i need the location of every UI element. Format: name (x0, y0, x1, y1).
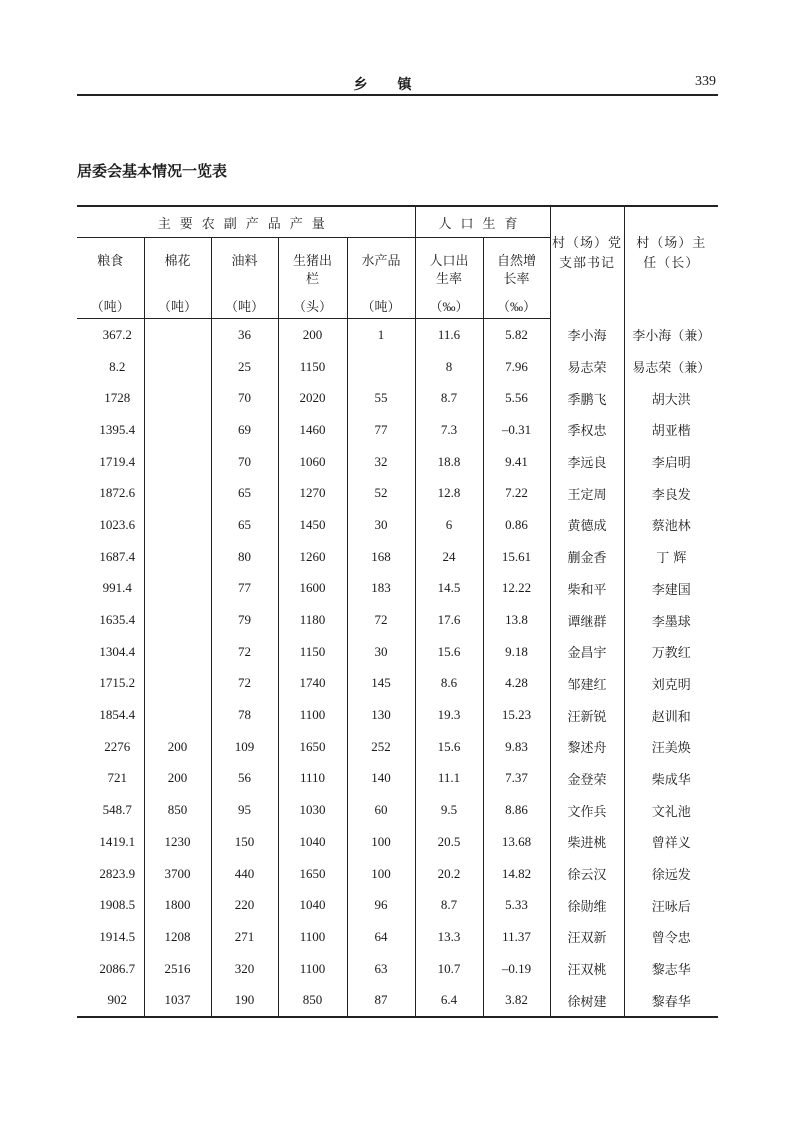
table-row (77, 889, 718, 921)
table-cell: 汪新锐 (550, 699, 624, 731)
table-cell: 黄德成 (550, 509, 624, 541)
table-cell: 19.3 (415, 699, 483, 731)
table-cell (144, 573, 211, 605)
table-cell: 1023.6 (99, 516, 136, 532)
table-cell (144, 541, 211, 573)
table-cell (144, 446, 211, 478)
table-cell: 曾令忠 (624, 921, 718, 953)
column-header-unit: （‰） (429, 299, 469, 314)
table-cell: 9.5 (415, 794, 483, 826)
table-cell: 10.7 (415, 953, 483, 985)
table-cell: 63 (347, 953, 415, 985)
column-header-name: 自然增长率 (497, 253, 537, 286)
table-row (77, 541, 718, 573)
table-cell: 8.7 (415, 889, 483, 921)
table-cell: 3700 (144, 858, 211, 890)
table-cell: 65 (211, 509, 278, 541)
table-cell: 1 (347, 319, 415, 351)
table-cell: 1208 (144, 921, 211, 953)
column-header-unit: （吨） (361, 299, 401, 314)
table-cell: 1110 (278, 763, 347, 795)
table-cell: 王定周 (550, 477, 624, 509)
table-cell: 14.5 (415, 573, 483, 605)
table-cell: 20.5 (415, 826, 483, 858)
table-cell: 200 (278, 319, 347, 351)
table-row (77, 858, 718, 890)
table-cell: 1914.5 (99, 928, 136, 944)
table-cell: 367.2 (102, 326, 132, 342)
header-secretary-label: 村（场）党支部书记 (552, 235, 623, 270)
table-cell: 柴进桃 (550, 826, 624, 858)
table-cell: 52 (347, 477, 415, 509)
table-cell: 李小海（兼） (624, 319, 718, 351)
table-cell: 15.61 (483, 541, 550, 573)
table-cell: 100 (347, 858, 415, 890)
table-cell: 蒯金香 (550, 541, 624, 573)
table-cell: 95 (211, 794, 278, 826)
table-cell: 黎述舟 (550, 731, 624, 763)
table-cell: 1687.4 (99, 548, 136, 564)
table-cell: 60 (347, 794, 415, 826)
table-cell: 1728 (104, 390, 131, 406)
column-header-name: 棉花 (164, 253, 191, 268)
table-cell: 30 (347, 509, 415, 541)
table-cell: 1719.4 (99, 453, 136, 469)
table-cell: 548.7 (102, 802, 132, 818)
table-cell: 1270 (278, 477, 347, 509)
table-cell (347, 351, 415, 383)
column-header-name: 人口出生率 (429, 253, 469, 286)
table-cell: 1260 (278, 541, 347, 573)
column-header (77, 238, 144, 319)
table-cell: 168 (347, 541, 415, 573)
table-cell: 3.82 (483, 984, 550, 1017)
table-cell: 7.37 (483, 763, 550, 795)
table-cell: 李良发 (624, 477, 718, 509)
table-cell: 柴成华 (624, 763, 718, 795)
table-title: 居委会基本情况一览表 (77, 162, 228, 180)
table-cell: 190 (211, 984, 278, 1017)
column-header (211, 238, 278, 319)
table-cell: 15.23 (483, 699, 550, 731)
table-cell: 1450 (278, 509, 347, 541)
column-header-name: 粮食 (97, 253, 124, 268)
table-cell: 1030 (278, 794, 347, 826)
table-cell: 1650 (278, 858, 347, 890)
table-cell: 1740 (278, 668, 347, 700)
table-cell: 70 (211, 382, 278, 414)
table-row (77, 731, 718, 763)
table-cell: 183 (347, 573, 415, 605)
table-cell: 4.28 (483, 668, 550, 700)
table-row (77, 319, 718, 351)
table-cell: 220 (211, 889, 278, 921)
table-cell: 87 (347, 984, 415, 1017)
table-cell: 11.37 (483, 921, 550, 953)
table-cell: 30 (347, 636, 415, 668)
table-cell: 8 (415, 351, 483, 383)
header-secretary (550, 206, 624, 319)
table-cell: 丁 辉 (624, 541, 718, 573)
table-cell: 64 (347, 921, 415, 953)
table-cell: 汪咏后 (624, 889, 718, 921)
table-row (77, 509, 718, 541)
column-header-name: 水产品 (361, 253, 401, 268)
table-cell: 9.41 (483, 446, 550, 478)
table-cell: 1180 (278, 604, 347, 636)
group-header-agri: 主要农副产品产量 (77, 206, 415, 238)
table-cell: 1060 (278, 446, 347, 478)
table-cell: 文作兵 (550, 794, 624, 826)
table-cell: 金登荣 (550, 763, 624, 795)
table-row (77, 446, 718, 478)
table-cell: 13.68 (483, 826, 550, 858)
table-cell: 32 (347, 446, 415, 478)
table-cell: 2823.9 (99, 865, 136, 881)
table-cell: 1040 (278, 889, 347, 921)
table-row (77, 477, 718, 509)
table-cell: 柴和平 (550, 573, 624, 605)
table-cell: 谭继群 (550, 604, 624, 636)
table-row (77, 382, 718, 414)
table-cell: 1100 (278, 921, 347, 953)
table-cell: 72 (211, 636, 278, 668)
table-cell: 850 (144, 794, 211, 826)
table-cell: 1419.1 (99, 833, 136, 849)
table-cell: 721 (107, 770, 127, 786)
table-cell: 1908.5 (99, 897, 136, 913)
table-cell: 1854.4 (99, 707, 136, 723)
table-cell: 200 (144, 763, 211, 795)
header-rule (77, 94, 718, 96)
table-row (77, 953, 718, 985)
table-cell: 78 (211, 699, 278, 731)
table-cell: 李墨球 (624, 604, 718, 636)
table-cell: 17.6 (415, 604, 483, 636)
table-cell: 胡大洪 (624, 382, 718, 414)
table-cell: 蔡池林 (624, 509, 718, 541)
table-row (77, 699, 718, 731)
table-cell: 72 (347, 604, 415, 636)
table-cell: 252 (347, 731, 415, 763)
table-cell: 李建国 (624, 573, 718, 605)
table-cell: 5.33 (483, 889, 550, 921)
table-cell: 271 (211, 921, 278, 953)
table-cell: 70 (211, 446, 278, 478)
table-cell (144, 699, 211, 731)
table-cell: 1715.2 (99, 675, 136, 691)
table-cell (144, 351, 211, 383)
table-cell: 850 (278, 984, 347, 1017)
table-cell: 9.18 (483, 636, 550, 668)
table-cell: 1460 (278, 414, 347, 446)
table-cell: 1872.6 (99, 485, 136, 501)
table-cell: 1100 (278, 699, 347, 731)
table-cell: 9.83 (483, 731, 550, 763)
table-cell: 文礼池 (624, 794, 718, 826)
table-cell: 8.86 (483, 794, 550, 826)
table-cell: 8.6 (415, 668, 483, 700)
page-number: 339 (695, 74, 716, 89)
table-cell: 1150 (278, 351, 347, 383)
table-cell: 李小海 (550, 319, 624, 351)
table-cell: 440 (211, 858, 278, 890)
column-header-unit: （头） (292, 299, 332, 314)
table-cell: 320 (211, 953, 278, 985)
table-cell: 991.4 (102, 580, 132, 596)
table-cell: 77 (211, 573, 278, 605)
table-cell: 1800 (144, 889, 211, 921)
table-cell: 8.2 (109, 358, 126, 374)
table-row (77, 921, 718, 953)
table-cell: 15.6 (415, 731, 483, 763)
table-cell: 李启明 (624, 446, 718, 478)
table-row (77, 794, 718, 826)
table-cell: 36 (211, 319, 278, 351)
column-header-name: 油料 (231, 253, 258, 268)
table-cell: 80 (211, 541, 278, 573)
table-cell: 100 (347, 826, 415, 858)
table-cell: 6 (415, 509, 483, 541)
table-cell: 12.8 (415, 477, 483, 509)
table-cell: 15.6 (415, 636, 483, 668)
table-cell: 汪双桃 (550, 953, 624, 985)
table-cell (144, 636, 211, 668)
table-cell: 1304.4 (99, 643, 136, 659)
table-body (77, 319, 718, 1018)
table-cell: 曾祥义 (624, 826, 718, 858)
table-cell: 18.8 (415, 446, 483, 478)
table-cell: 140 (347, 763, 415, 795)
table-cell: 胡亚楷 (624, 414, 718, 446)
table-cell (144, 509, 211, 541)
table-row (77, 668, 718, 700)
table-cell: 55 (347, 382, 415, 414)
table-cell: 150 (211, 826, 278, 858)
table-cell: 1037 (144, 984, 211, 1017)
table-cell: 12.22 (483, 573, 550, 605)
table-cell (144, 319, 211, 351)
table-cell: 黎春华 (624, 984, 718, 1017)
table-cell: 金昌宇 (550, 636, 624, 668)
section-title: 乡镇 (353, 77, 442, 93)
table-cell: 6.4 (415, 984, 483, 1017)
table-cell: 1395.4 (99, 421, 136, 437)
table-cell: 汪美焕 (624, 731, 718, 763)
table-cell: 徐远发 (624, 858, 718, 890)
table-cell (144, 604, 211, 636)
table-cell: 902 (77, 984, 144, 1017)
table-cell (144, 382, 211, 414)
table-cell: 56 (211, 763, 278, 795)
table-cell: 1150 (278, 636, 347, 668)
table-cell: 汪双新 (550, 921, 624, 953)
group-header-pop: 人口生育 (415, 206, 550, 238)
table-cell: 7.22 (483, 477, 550, 509)
column-header (483, 238, 550, 319)
table-cell: 20.2 (415, 858, 483, 890)
table-cell: 1230 (144, 826, 211, 858)
table-cell: 11.1 (415, 763, 483, 795)
column-header-unit: （吨） (224, 299, 264, 314)
table-row (77, 984, 718, 1017)
column-header (144, 238, 211, 319)
table-cell: 赵训和 (624, 699, 718, 731)
table-row (77, 826, 718, 858)
table-row (77, 573, 718, 605)
table-cell: 7.96 (483, 351, 550, 383)
data-table (77, 205, 718, 1018)
table-cell: 145 (347, 668, 415, 700)
table-cell: 徐树建 (550, 984, 624, 1017)
table-cell: 69 (211, 414, 278, 446)
table-cell: 2276 (104, 738, 131, 754)
table-cell: 1650 (278, 731, 347, 763)
table-row (77, 351, 718, 383)
column-header-name: 生猪出栏 (292, 253, 332, 286)
table-cell: 11.6 (415, 319, 483, 351)
table-cell: 79 (211, 604, 278, 636)
table-cell: 黎志华 (624, 953, 718, 985)
table-cell: 65 (211, 477, 278, 509)
header-director-label: 村（场）主任（长） (636, 235, 707, 270)
page-header (77, 70, 718, 94)
table-row (77, 414, 718, 446)
column-header-unit: （吨） (90, 299, 130, 314)
table-cell: –0.19 (483, 953, 550, 985)
table-row (77, 604, 718, 636)
table-cell (144, 668, 211, 700)
table-cell: 1600 (278, 573, 347, 605)
table-cell: 2020 (278, 382, 347, 414)
table-cell: 1040 (278, 826, 347, 858)
table-cell: 李远良 (550, 446, 624, 478)
column-header-unit: （吨） (157, 299, 197, 314)
table-row (77, 763, 718, 795)
table-cell: 1100 (278, 953, 347, 985)
table-cell: 13.3 (415, 921, 483, 953)
table-cell (144, 414, 211, 446)
table-cell: 72 (211, 668, 278, 700)
table-cell: 13.8 (483, 604, 550, 636)
column-header (347, 238, 415, 319)
table-cell: 0.86 (483, 509, 550, 541)
table-cell: 万教红 (624, 636, 718, 668)
table-cell: 77 (347, 414, 415, 446)
column-header (278, 238, 347, 319)
table-cell: 109 (211, 731, 278, 763)
table-cell: 2086.7 (99, 960, 136, 976)
table-cell: 易志荣 (550, 351, 624, 383)
table-cell: 徐勋维 (550, 889, 624, 921)
header-director (624, 206, 718, 319)
table-row (77, 636, 718, 668)
table-cell: 1635.4 (99, 612, 136, 628)
table-cell: 5.56 (483, 382, 550, 414)
table-cell: 徐云汉 (550, 858, 624, 890)
table-cell: 季鹏飞 (550, 382, 624, 414)
table-cell: 24 (415, 541, 483, 573)
table-cell: –0.31 (483, 414, 550, 446)
table-cell: 14.82 (483, 858, 550, 890)
column-header-unit: （‰） (497, 299, 537, 314)
table-cell: 130 (347, 699, 415, 731)
table-cell: 25 (211, 351, 278, 383)
table-cell: 刘克明 (624, 668, 718, 700)
table-cell: 季权忠 (550, 414, 624, 446)
table-cell: 96 (347, 889, 415, 921)
table-cell: 易志荣（兼） (624, 351, 718, 383)
table-cell: 200 (144, 731, 211, 763)
table-cell: 5.82 (483, 319, 550, 351)
table-cell: 8.7 (415, 382, 483, 414)
column-header (415, 238, 483, 319)
table-cell: 邹建红 (550, 668, 624, 700)
table-cell (144, 477, 211, 509)
table-cell: 7.3 (415, 414, 483, 446)
table-cell: 2516 (144, 953, 211, 985)
